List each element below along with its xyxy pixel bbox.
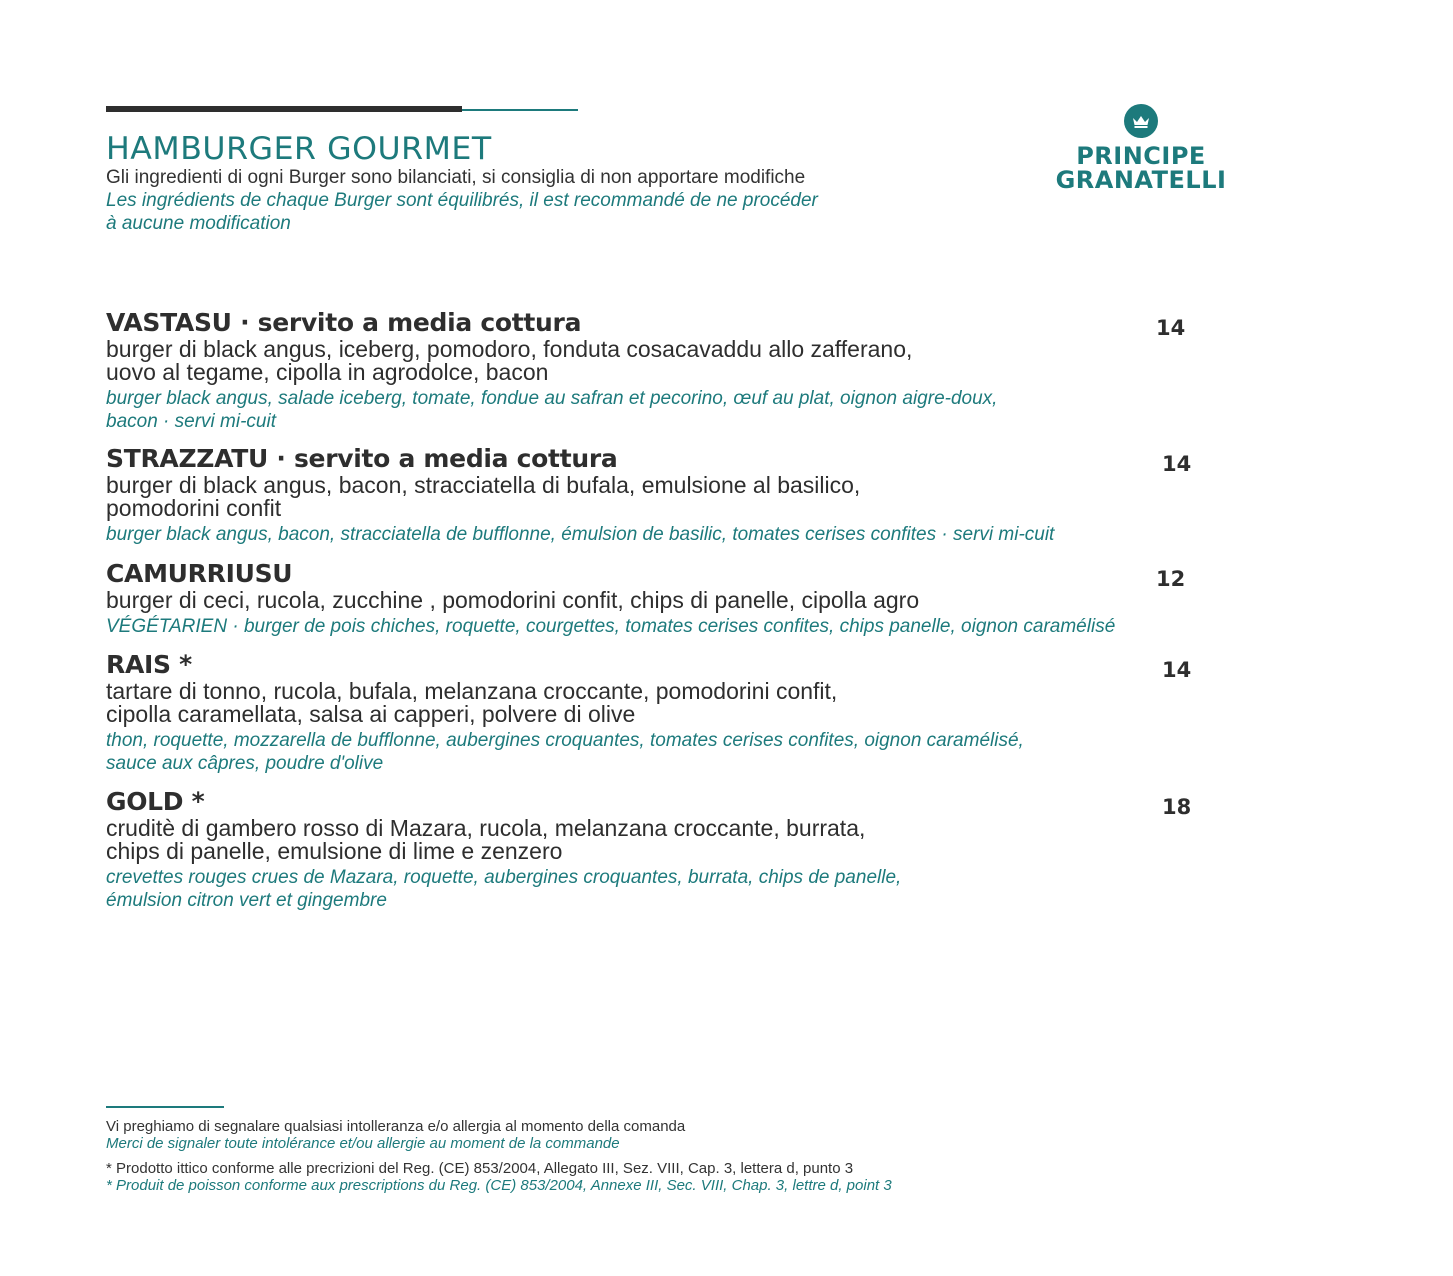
brand-name-line1: PRINCIPE: [1076, 142, 1206, 170]
menu-item-desc-it: burger di black angus, bacon, stracciatella di bufala, emulsione al basilico,: [106, 472, 861, 498]
crown-icon: [1124, 104, 1158, 138]
header-rule-dark: [106, 106, 462, 112]
intro-note-it: Gli ingredienti di ogni Burger sono bilanciati, si consiglia di non apportare modifiche: [106, 167, 806, 188]
menu-item-desc-fr: sauce aux câpres, poudre d'olive: [106, 753, 384, 774]
menu-item-desc-fr: thon, roquette, mozzarella de bufflonne, aubergines croquantes, tomates cerises confites, oignon caramélisé,: [106, 730, 1024, 751]
menu-item-strazzatu: [106, 444, 1206, 559]
menu-list: [106, 308, 1206, 917]
menu-item-desc-fr: bacon · servi mi-cuit: [106, 411, 276, 432]
menu-item-desc-it: cruditè di gambero rosso di Mazara, rucola, melanzana croccante, burrata,: [106, 815, 866, 841]
footer-rule: [106, 1106, 224, 1108]
intro-note-fr-line2: à aucune modification: [106, 213, 291, 234]
menu-item-desc-it: tartare di tonno, rucola, bufala, melanzana croccante, pomodorini confit,: [106, 678, 838, 704]
section-title: HAMBURGER GOURMET: [106, 131, 492, 167]
menu-item-price: 14: [1156, 316, 1186, 340]
allergy-note-it: Vi preghiamo di segnalare qualsiasi intolleranza e/o allergia al momento della comanda: [106, 1118, 686, 1135]
menu-item-desc-it: uovo al tegame, cipolla in agrodolce, bacon: [106, 359, 549, 385]
fish-note-it: * Prodotto ittico conforme alle precrizioni del Reg. (CE) 853/2004, Allegato III, Sez. VIII, Cap. 3, lettera d, punto 3: [106, 1160, 854, 1177]
menu-item-desc-fr: burger black angus, salade iceberg, tomate, fondue au safran et pecorino, œuf au plat, oignon aigre-doux,: [106, 388, 998, 409]
menu-item-camurriusu: [106, 559, 1206, 650]
menu-item-rais: [106, 650, 1206, 787]
menu-item-name: STRAZZATU · servito a media cottura: [106, 444, 618, 473]
menu-item-desc-fr: crevettes rouges crues de Mazara, roquette, aubergines croquantes, burrata, chips de panelle,: [106, 867, 902, 888]
menu-item-price: 18: [1162, 795, 1192, 819]
footer-notes: [106, 1106, 1006, 1194]
menu-item-desc-it: burger di black angus, iceberg, pomodoro, fonduta cosacavaddu allo zafferano,: [106, 336, 913, 362]
intro-note-fr-line1: Les ingrédients de chaque Burger sont équilibrés, il est recommandé de ne procéder: [106, 190, 818, 211]
intro-note: [106, 166, 886, 235]
brand-logo: [1050, 104, 1232, 192]
menu-item-desc-it: cipolla caramellata, salsa ai capperi, polvere di olive: [106, 701, 636, 727]
menu-item-name: GOLD *: [106, 787, 205, 816]
menu-item-desc-it: burger di ceci, rucola, zucchine , pomodorini confit, chips di panelle, cipolla agro: [106, 587, 920, 613]
brand-name-line2: GRANATELLI: [1055, 166, 1227, 194]
menu-item-gold: [106, 787, 1206, 917]
menu-item-desc-fr: émulsion citron vert et gingembre: [106, 890, 387, 911]
menu-item-price: 12: [1156, 567, 1186, 591]
menu-item-vastasu: [106, 308, 1206, 444]
header-rule-accent: [462, 109, 578, 111]
menu-item-name: RAIS *: [106, 650, 192, 679]
header-rule: [106, 106, 578, 112]
menu-item-name: VASTASU · servito a media cottura: [106, 308, 582, 337]
menu-item-desc-it: pomodorini confit: [106, 495, 282, 521]
menu-item-desc-fr: burger black angus, bacon, stracciatella de bufflonne, émulsion de basilic, tomates cerises confites · servi mi-cuit: [106, 524, 1055, 545]
menu-item-price: 14: [1162, 452, 1192, 476]
menu-item-desc-fr: VÉGÉTARIEN · burger de pois chiches, roquette, courgettes, tomates cerises confites, chips panelle, oignon caramélisé: [106, 616, 1116, 637]
allergy-note-fr: Merci de signaler toute intolérance et/ou allergie au moment de la commande: [106, 1135, 620, 1152]
fish-note-fr: * Produit de poisson conforme aux prescriptions du Reg. (CE) 853/2004, Annexe III, Sec. VIII, Chap. 3, lettre d, point 3: [106, 1177, 892, 1194]
menu-item-desc-it: chips di panelle, emulsione di lime e zenzero: [106, 838, 563, 864]
menu-item-name: CAMURRIUSU: [106, 559, 293, 588]
menu-item-price: 14: [1162, 658, 1192, 682]
